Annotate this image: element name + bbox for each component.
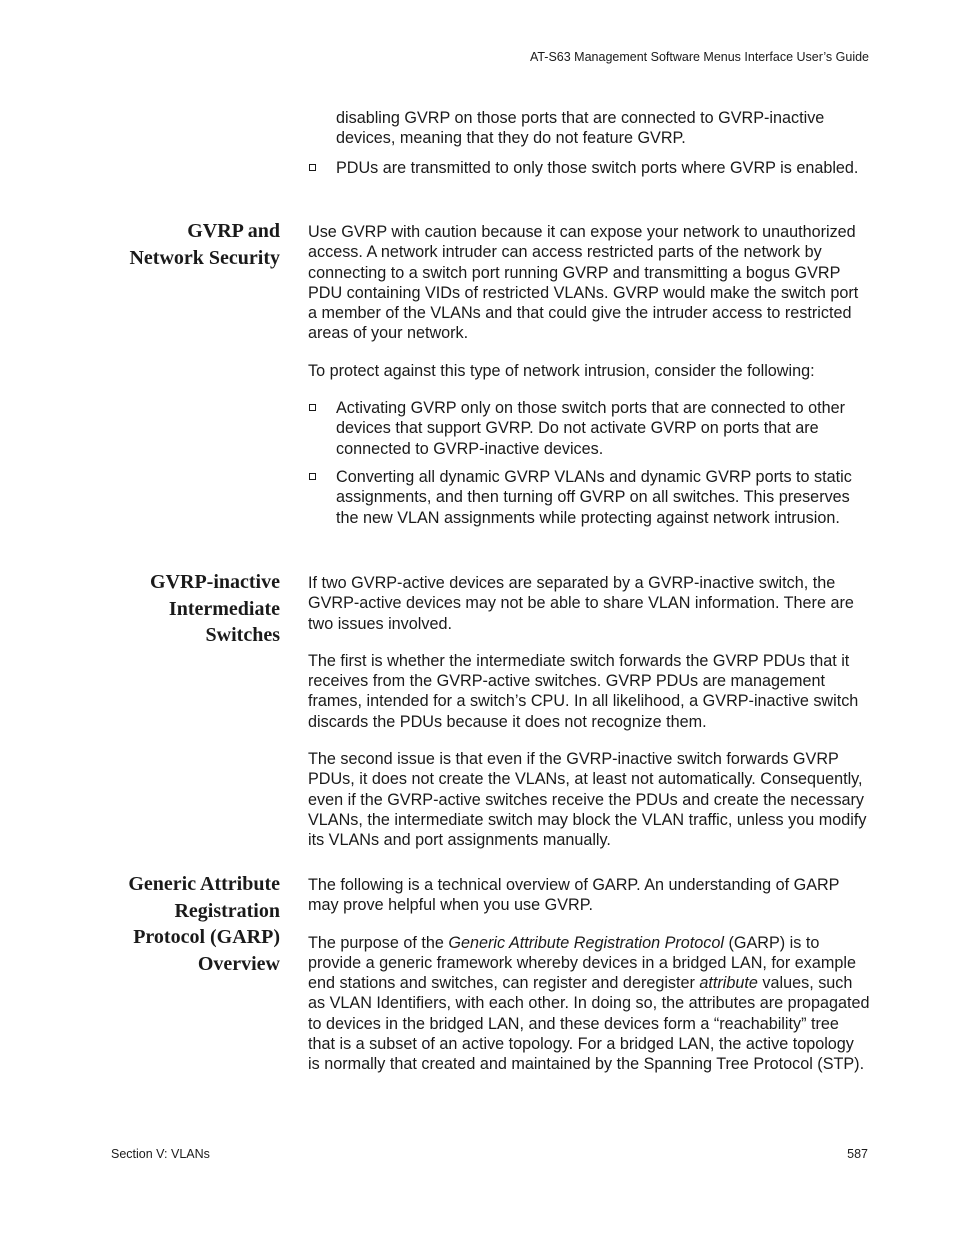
paragraph: The following is a technical overview of GARP. An understanding of GARP may prove helpful when you use GVRP.: [308, 876, 840, 915]
network-security-body: [308, 222, 870, 528]
section-heading-gvrp-inactive: GVRP-inactive Intermediate Switches: [150, 571, 280, 646]
gvrp-inactive-body: [308, 573, 870, 851]
paragraph: If two GVRP-active devices are separated by a GVRP-inactive switch, the GVRP-active devices may not be able to share VLAN information. There are two issues involved.: [308, 574, 854, 633]
list-item: [308, 467, 870, 528]
paragraph: To protect against this type of network intrusion, consider the following:: [308, 361, 815, 380]
paragraph: The second issue is that even if the GVRP-inactive switch forwards GVRP PDUs, it does not create the VLANs, at least not automatically. Consequently, even if the GVRP-active switches receive the PDUs and create the necessary VLANs, the intermediate switch may block the VLAN traffic, unless you modify its VLANs and port assignments manually.: [308, 750, 867, 850]
paragraph: The first is whether the intermediate switch forwards the GVRP PDUs that it receives from the GVRP-active switches. GVRP PDUs are management frames, intended for a switch’s CPU. In all likelihood, a GVRP-inactive switch discards the PDUs because it does not recognize them.: [308, 651, 859, 731]
section-heading-network-security: GVRP and Network Security: [129, 220, 280, 269]
page-header: AT-S63 Management Software Menus Interface User’s Guide: [529, 50, 869, 64]
bullet-text: Activating GVRP only on those switch ports that are connected to other devices that support GVRP. Do not activate GVRP on ports that are connected to GVRP-inactive devices.: [336, 399, 845, 458]
emphasis: attribute: [699, 974, 758, 993]
garp-overview-body: [308, 875, 870, 1075]
checkbox-bullet-icon: [309, 473, 316, 480]
paragraph: The purpose of the Generic Attribute Registration Protocol (GARP) is to provide a generic framework whereby devices in a bridged LAN, for example end stations and switches, can register and deregister attribute values, such as VLAN Identifiers, with each other. In doing so, the attributes are propagated to devices in the bridged LAN, and these devices form a “reachability” tree that is a subset of an active topology. For a bridged LAN, the active topology is normally that created and maintained by the Spanning Tree Protocol (STP).: [308, 933, 870, 1074]
list-item: [308, 398, 870, 459]
section-heading-garp-overview: Generic Attribute Registration Protocol (GARP) Overview: [128, 873, 280, 975]
page-number: 587: [847, 1147, 868, 1161]
emphasis: Generic Attribute Registration Protocol: [448, 933, 725, 952]
checkbox-bullet-icon: [309, 164, 316, 171]
checkbox-bullet-icon: [309, 404, 316, 411]
bullet-text: PDUs are transmitted to only those switch ports where GVRP is enabled.: [336, 158, 859, 177]
paragraph: Use GVRP with caution because it can expose your network to unauthorized access. A network intruder can access restricted parts of the network by connecting to a switch port running GVRP and transmitting a bogus GVRP PDU containing VIDs of restricted VLANs. GVRP would make the switch port a member of the VLANs and that could give the intruder access to restricted areas of your network.: [308, 223, 859, 343]
bullet-text: Converting all dynamic GVRP VLANs and dynamic GVRP ports to static assignments, and then turning off GVRP on all switches. This preserves the new VLAN assignments while protecting against network intrusion.: [336, 467, 852, 527]
footer-section: Section V: VLANs: [111, 1147, 210, 1161]
list-item: [308, 158, 870, 178]
intro-block: [308, 108, 870, 178]
intro-continuation: disabling GVRP on those ports that are connected to GVRP-inactive devices, meaning that they do not feature GVRP.: [336, 109, 825, 148]
